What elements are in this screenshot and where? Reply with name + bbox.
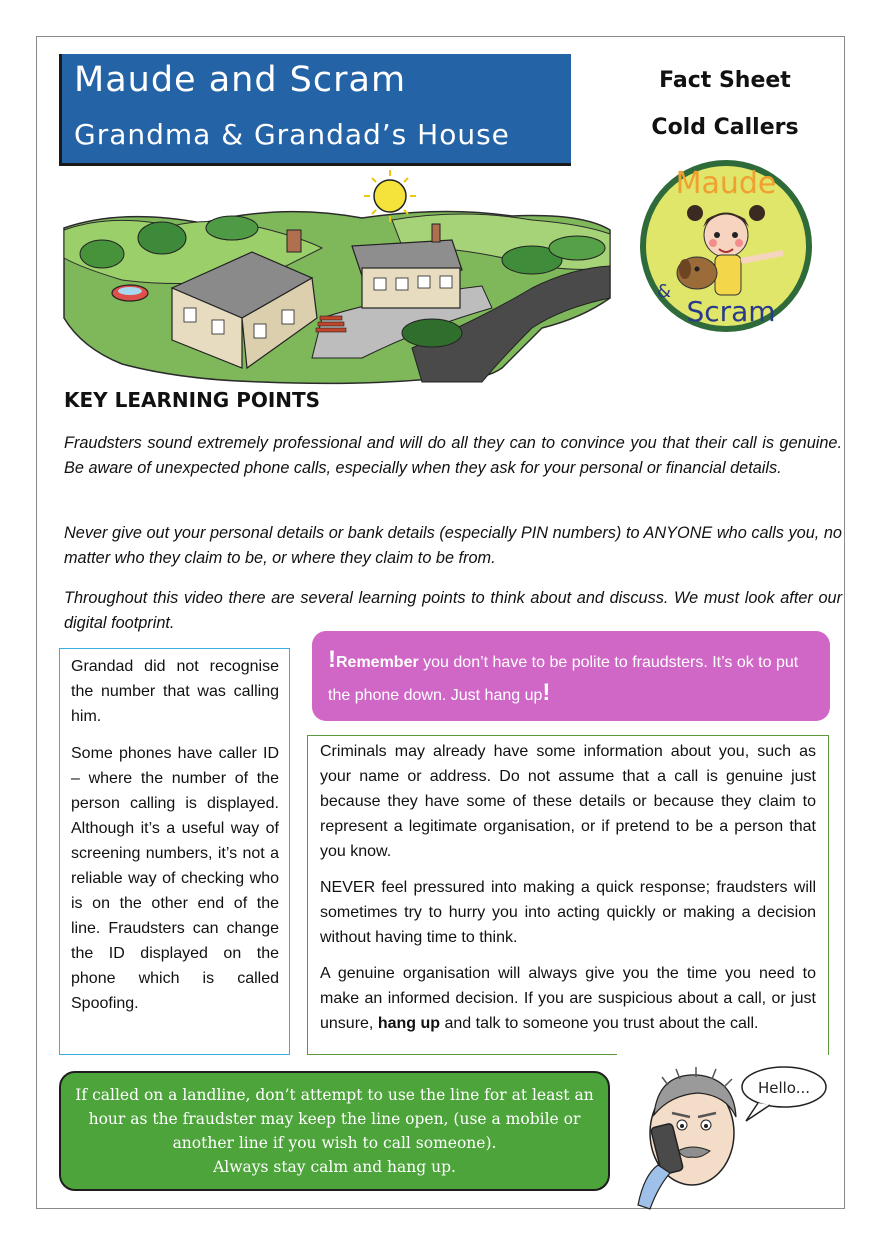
criminals-paragraph: NEVER feel pressured into making a quick response; fraudsters will sometimes try to hurry you into acting quickly or making a decision without having time to think. — [320, 879, 816, 946]
callout-line: If called on a landline, don’t attempt to use the line for at least an — [75, 1086, 594, 1104]
exclamation-icon: ! — [328, 646, 336, 673]
callout-line: hour as the fraudster may keep the line open, (use a mobile or — [88, 1110, 581, 1128]
remember-label: Remember — [336, 654, 419, 671]
landline-advice-callout — [59, 1071, 610, 1191]
grandad-on-phone-illustration — [618, 1055, 833, 1210]
remember-text: you don’t have to be polite to fraudsters. It’s ok to put the phone down. Just hang up — [328, 654, 799, 704]
criminals-paragraph: A genuine organisation will always give you the time you need to make an informed decision. If you are suspicious about a call, or just unsure, hang up and talk to someone you trust about the call. — [320, 965, 816, 1032]
maude-and-scram-logo — [633, 157, 819, 335]
divider — [307, 1054, 617, 1055]
criminals-paragraph: Criminals may already have some information about you, such as your name or address. Do not assume that a call is genuine just because they have some of these details or because they claim to represent a legitimate organisation, or if pretend to be a person that you know. — [320, 743, 816, 860]
remember-box — [312, 631, 830, 721]
page-title: Maude and Scram — [74, 60, 407, 100]
key-point-paragraph: Never give out your personal details or bank details (especially PIN numbers) to ANYONE who calls you, no matter who they claim to be, or where they claim to be from. — [64, 524, 842, 567]
speech-bubble-text: Hello... — [757, 1079, 811, 1097]
logo-bottom-text: Scram — [686, 295, 776, 328]
hang-up-emphasis: hang up — [377, 1015, 441, 1032]
fact-sheet-topic: Cold Callers — [651, 115, 799, 140]
key-point-paragraph: Fraudsters sound extremely professional and will do all they can to convince you that their call is genuine. Be aware of unexpected phone calls, especially when they ask for your personal or financial details. — [64, 434, 842, 477]
caller-id-info-box — [59, 648, 290, 1055]
page-subtitle: Grandma & Grandad’s House — [74, 118, 510, 151]
caller-id-paragraph: Grandad did not recognise the number that was calling him. — [71, 658, 279, 725]
fact-sheet-label: Fact Sheet — [659, 68, 791, 93]
callout-line: another line if you wish to call someone). — [172, 1134, 497, 1152]
title-banner — [59, 54, 571, 166]
key-learning-points-heading: KEY LEARNING POINTS — [64, 388, 321, 412]
callout-line: Always stay calm and hang up. — [213, 1158, 456, 1176]
logo-top-text: Maude — [675, 166, 777, 201]
key-point-paragraph: Throughout this video there are several learning points to think about and discuss. We must look after our digital footprint. — [64, 589, 842, 632]
criminals-info-box — [307, 735, 829, 1055]
caller-id-paragraph: Some phones have caller ID – where the number of the person calling is displayed. Although it’s a useful way of screening numbers, it’s not a reliable way of checking who is on the other end of the line. Fraudsters can change the ID displayed on the phone which is called Spoofing. — [71, 745, 279, 1012]
exclamation-icon: ! — [542, 679, 551, 706]
houses-landscape-illustration — [62, 168, 612, 386]
logo-amp: & — [657, 281, 672, 302]
